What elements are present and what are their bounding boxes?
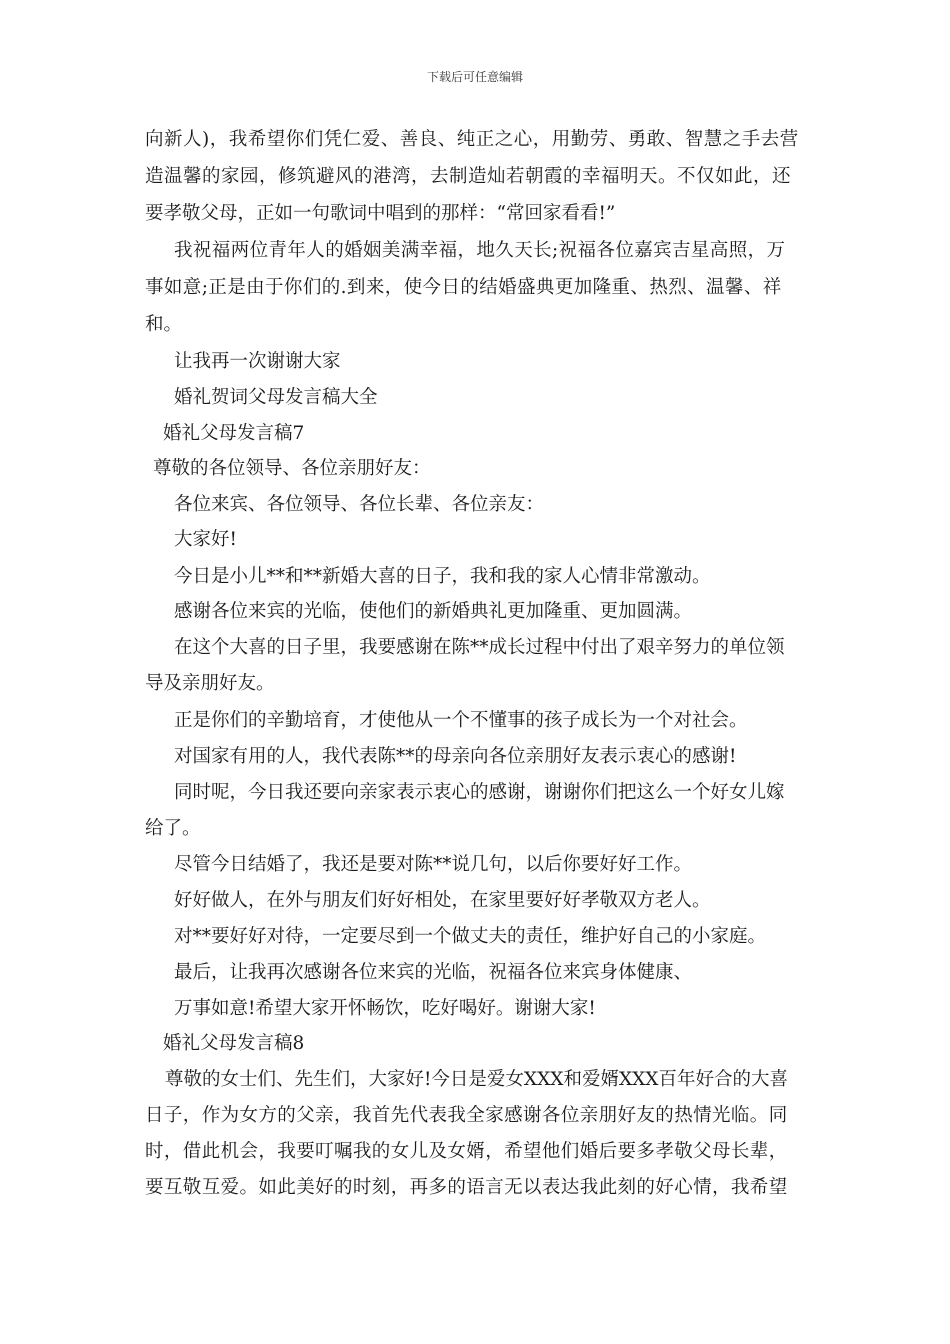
- text-line: 我祝福两位青年人的婚姻美满幸福，地久天长;祝福各位嘉宾吉星高照，万: [174, 240, 786, 261]
- text-line: 时，借此机会，我要叮嘱我的女儿及女婿，希望他们婚后要多孝敬父母长辈，: [145, 1141, 788, 1162]
- text-line: 正是你们的辛勤培育，才使他从一个不懂事的孩子成长为一个对社会。: [174, 710, 748, 731]
- section-heading: 婚礼父母发言稿8: [163, 1033, 305, 1054]
- text-line: 日子，作为女方的父亲，我首先代表我全家感谢各位亲朋好友的热情光临。同: [145, 1105, 788, 1126]
- text-line: 大家好!: [174, 529, 237, 550]
- text-line: 万事如意!希望大家开怀畅饮，吃好喝好。谢谢大家!: [174, 998, 596, 1019]
- section-heading: 婚礼父母发言稿7: [163, 423, 305, 444]
- text-line: 各位来宾、各位领导、各位长辈、各位亲友：: [174, 494, 545, 515]
- text-line: 导及亲朋好友。: [145, 673, 275, 694]
- text-line: 造温馨的家园，修筑避风的港湾，去制造灿若朝霞的幸福明天。不仅如此，还: [145, 166, 792, 187]
- text-line: 事如意;正是由于你们的.到来，使今日的结婚盛典更加隆重、热烈、温馨、祥: [145, 277, 782, 298]
- text-line: 感谢各位来宾的光临，使他们的新婚典礼更加隆重、更加圆满。: [174, 601, 693, 622]
- text-line: 好好做人，在外与朋友们好好相处，在家里要好好孝敬双方老人。: [174, 890, 711, 911]
- text-line: 尊敬的女士们、先生们，大家好!今日是爱女XXX和爱婿XXX百年好合的大喜: [165, 1069, 788, 1090]
- text-line: 要互敬互爱。如此美好的时刻，再多的语言无以表达我此刻的好心情，我希望: [145, 1177, 788, 1198]
- text-line: 最后，让我再次感谢各位来宾的光临，祝福各位来宾身体健康、: [174, 962, 693, 983]
- text-line: 婚礼贺词父母发言稿大全: [174, 387, 378, 408]
- text-line: 对**要好好对待，一定要尽到一个做丈夫的责任，维护好自己的小家庭。: [174, 926, 767, 947]
- text-line: 尽管今日结婚了，我还是要对陈**说几句，以后你要好好工作。: [174, 854, 693, 875]
- text-line: 给了。: [145, 818, 201, 839]
- text-line: 向新人)，我希望你们凭仁爱、善良、纯正之心，用勤劳、勇敢、智慧之手去营: [145, 129, 799, 150]
- text-line: 和。: [145, 314, 183, 335]
- text-line: 要孝敬父母，正如一句歌词中唱到的那样：“常回家看看!”: [145, 203, 616, 224]
- text-line: 今日是小儿**和**新婚大喜的日子，我和我的家人心情非常激动。: [174, 566, 711, 587]
- text-line: 尊敬的各位领导、各位亲朋好友：: [153, 458, 431, 479]
- text-line: 让我再一次谢谢大家: [174, 351, 341, 372]
- text-line: 同时呢，今日我还要向亲家表示衷心的感谢，谢谢你们把这么一个好女儿嫁: [174, 782, 785, 803]
- page-header: 下载后可任意编辑: [426, 70, 523, 84]
- text-line: 在这个大喜的日子里，我要感谢在陈**成长过程中付出了艰辛努力的单位领: [174, 637, 785, 658]
- text-line: 对国家有用的人，我代表陈**的母亲向各位亲朋好友表示衷心的感谢!: [174, 746, 737, 767]
